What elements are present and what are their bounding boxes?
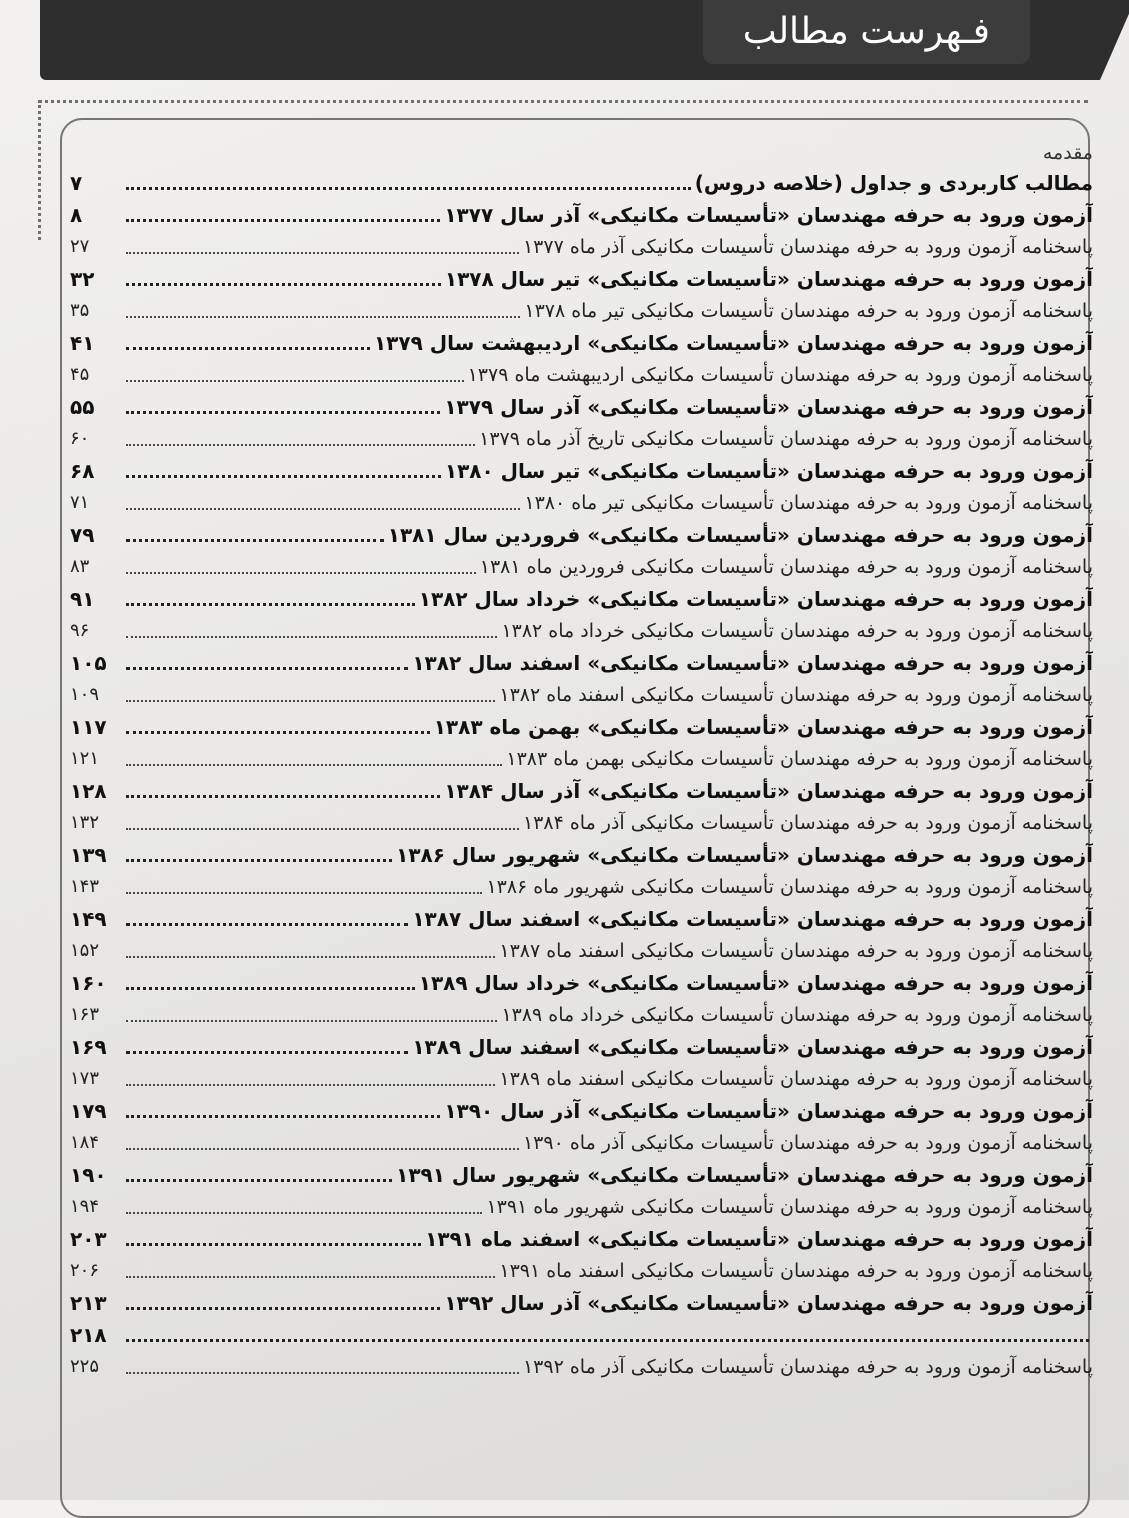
toc-entry-page: ۱۰۵ bbox=[70, 651, 107, 675]
toc-entry-title: آزمون ورود به حرفه مهندسان «تأسیسات مکانیکی» بهمن ماه ۱۳۸۳ bbox=[433, 715, 1093, 739]
dot-leader bbox=[126, 1051, 408, 1054]
toc-entry[interactable] bbox=[70, 454, 1093, 486]
toc-entry[interactable] bbox=[70, 1094, 1093, 1126]
dot-leader bbox=[126, 1084, 495, 1086]
table-of-contents bbox=[70, 140, 1093, 1382]
toc-entry[interactable] bbox=[70, 166, 1093, 198]
dot-leader bbox=[126, 380, 464, 382]
toc-entry-page: ۱۰۹ bbox=[70, 684, 100, 705]
toc-entry-page: ۱۵۲ bbox=[70, 940, 100, 961]
toc-entry-page: ۹۶ bbox=[70, 620, 90, 641]
toc-entry[interactable] bbox=[70, 1062, 1093, 1094]
toc-entry-page: ۱۷۹ bbox=[70, 1099, 107, 1123]
toc-entry-page: ۱۴۹ bbox=[70, 907, 107, 931]
toc-entry[interactable] bbox=[70, 774, 1093, 806]
toc-entry-title: پاسخنامه آزمون ورود به حرفه مهندسان تأسیسات مکانیکی تیر ماه ۱۳۸۰ bbox=[524, 492, 1093, 514]
toc-entry-page: ۷۹ bbox=[70, 523, 95, 547]
toc-entry-page: ۲۰۳ bbox=[70, 1227, 107, 1251]
toc-entry-title: پاسخنامه آزمون ورود به حرفه مهندسان تأسیسات مکانیکی اردیبهشت ماه ۱۳۷۹ bbox=[467, 364, 1093, 386]
toc-entry[interactable] bbox=[70, 550, 1093, 582]
toc-entry-title: پاسخنامه آزمون ورود به حرفه مهندسان تأسیسات مکانیکی خرداد ماه ۱۳۸۹ bbox=[501, 1004, 1093, 1026]
toc-entry[interactable] bbox=[70, 358, 1093, 390]
toc-entry-title: آزمون ورود به حرفه مهندسان «تأسیسات مکانیکی» آذر سال ۱۳۷۹ bbox=[444, 395, 1093, 419]
toc-entry[interactable] bbox=[70, 1286, 1093, 1318]
dot-leader bbox=[126, 347, 370, 350]
toc-entry-title: پاسخنامه آزمون ورود به حرفه مهندسان تأسیسات مکانیکی آذر ماه ۱۳۸۴ bbox=[522, 812, 1093, 834]
toc-entry[interactable] bbox=[70, 870, 1093, 902]
toc-entry[interactable] bbox=[70, 1030, 1093, 1062]
toc-entry[interactable] bbox=[70, 582, 1093, 614]
toc-entry-title: پاسخنامه آزمون ورود به حرفه مهندسان تأسیسات مکانیکی اسفند ماه ۱۳۸۲ bbox=[499, 684, 1093, 706]
dot-leader bbox=[126, 1115, 440, 1118]
dot-leader bbox=[126, 1339, 1089, 1342]
toc-entry-title: پاسخنامه آزمون ورود به حرفه مهندسان تأسیسات مکانیکی تاریخ آذر ماه ۱۳۷۹ bbox=[479, 428, 1093, 450]
toc-entry-page: ۲۱۸ bbox=[70, 1323, 107, 1347]
toc-entry-title: پاسخنامه آزمون ورود به حرفه مهندسان تأسیسات مکانیکی اسفند ماه ۱۳۸۹ bbox=[499, 1068, 1093, 1090]
toc-entry-title: آزمون ورود به حرفه مهندسان «تأسیسات مکانیکی» خرداد سال ۱۳۸۲ bbox=[418, 587, 1093, 611]
toc-entry-page: ۲۷ bbox=[70, 236, 90, 257]
toc-entry-page: ۱۲۱ bbox=[70, 748, 100, 769]
toc-intro[interactable] bbox=[70, 140, 1093, 166]
toc-entry-title: پاسخنامه آزمون ورود به حرفه مهندسان تأسیسات مکانیکی اسفند ماه ۱۳۸۷ bbox=[499, 940, 1093, 962]
toc-entry-page: ۶۰ bbox=[70, 428, 90, 449]
toc-entry[interactable] bbox=[70, 198, 1093, 230]
toc-entry-title: مطالب کاربردی و جداول (خلاصه دروس) bbox=[694, 171, 1093, 195]
toc-entry-title: آزمون ورود به حرفه مهندسان «تأسیسات مکانیکی» اسفند ماه ۱۳۹۱ bbox=[425, 1227, 1093, 1251]
toc-entry-title: پاسخنامه آزمون ورود به حرفه مهندسان تأسیسات مکانیکی شهریور ماه ۱۳۸۶ bbox=[486, 876, 1093, 898]
dot-leader bbox=[126, 987, 415, 990]
toc-entry-page: ۴۵ bbox=[70, 364, 90, 385]
toc-entry-page: ۱۴۳ bbox=[70, 876, 100, 897]
dot-leader bbox=[126, 636, 497, 638]
toc-entry[interactable] bbox=[70, 966, 1093, 998]
toc-entry-title: پاسخنامه آزمون ورود به حرفه مهندسان تأسیسات مکانیکی فروردین ماه ۱۳۸۱ bbox=[479, 556, 1093, 578]
toc-entry[interactable] bbox=[70, 1190, 1093, 1222]
dot-leader bbox=[126, 764, 502, 766]
toc-entry-title: پاسخنامه آزمون ورود به حرفه مهندسان تأسیسات مکانیکی آذر ماه ۱۳۹۰ bbox=[522, 1132, 1093, 1154]
toc-entry[interactable] bbox=[70, 326, 1093, 358]
toc-entry-page: ۱۶۳ bbox=[70, 1004, 100, 1025]
toc-entry[interactable] bbox=[70, 294, 1093, 326]
dot-leader bbox=[126, 316, 520, 318]
toc-entry-page: ۱۲۸ bbox=[70, 779, 107, 803]
toc-entry-page: ۱۱۷ bbox=[70, 715, 107, 739]
toc-entry[interactable] bbox=[70, 518, 1093, 550]
dot-leader bbox=[126, 252, 519, 254]
dot-leader bbox=[126, 1276, 495, 1278]
toc-entry[interactable] bbox=[70, 1126, 1093, 1158]
toc-entry[interactable] bbox=[70, 742, 1093, 774]
toc-entry-page: ۱۹۰ bbox=[70, 1163, 107, 1187]
dot-leader bbox=[126, 219, 440, 222]
toc-entry-title: پاسخنامه آزمون ورود به حرفه مهندسان تأسیسات مکانیکی تیر ماه ۱۳۷۸ bbox=[524, 300, 1093, 322]
toc-entry-page: ۱۶۹ bbox=[70, 1035, 107, 1059]
toc-entry-title: آزمون ورود به حرفه مهندسان «تأسیسات مکانیکی» شهریور سال ۱۳۹۱ bbox=[396, 1163, 1093, 1187]
toc-entry-page: ۳۲ bbox=[70, 267, 95, 291]
toc-entry[interactable] bbox=[70, 806, 1093, 838]
toc-entry-title: آزمون ورود به حرفه مهندسان «تأسیسات مکانیکی» اسفند سال ۱۳۸۷ bbox=[412, 907, 1093, 931]
toc-entry-page: ۲۲۵ bbox=[70, 1356, 100, 1377]
toc-entry-title: آزمون ورود به حرفه مهندسان «تأسیسات مکانیکی» اردیبهشت سال ۱۳۷۹ bbox=[373, 331, 1093, 355]
dot-leader bbox=[126, 1243, 421, 1246]
toc-entry-page: ۷ bbox=[70, 171, 83, 195]
toc-entry-title: پاسخنامه آزمون ورود به حرفه مهندسان تأسیسات مکانیکی خرداد ماه ۱۳۸۲ bbox=[501, 620, 1093, 642]
toc-entry-title: آزمون ورود به حرفه مهندسان «تأسیسات مکانیکی» تیر سال ۱۳۸۰ bbox=[444, 459, 1093, 483]
toc-entry-title: آزمون ورود به حرفه مهندسان «تأسیسات مکانیکی» آذر سال ۱۳۸۴ bbox=[444, 779, 1093, 803]
dot-leader bbox=[126, 923, 408, 926]
decorative-dotted-side bbox=[38, 100, 41, 240]
toc-entry-page: ۹۱ bbox=[70, 587, 95, 611]
toc-entry[interactable] bbox=[70, 838, 1093, 870]
toc-entry-page: ۴۱ bbox=[70, 331, 95, 355]
toc-entry-title: پاسخنامه آزمون ورود به حرفه مهندسان تأسیسات مکانیکی شهریور ماه ۱۳۹۱ bbox=[486, 1196, 1093, 1218]
dot-leader bbox=[126, 572, 476, 574]
toc-entry-page: ۸ bbox=[70, 203, 83, 227]
dot-leader bbox=[126, 1307, 440, 1310]
toc-entry[interactable] bbox=[70, 1222, 1093, 1254]
toc-entry-page: ۶۸ bbox=[70, 459, 95, 483]
dot-leader bbox=[126, 1212, 482, 1214]
dot-leader bbox=[126, 1179, 392, 1182]
toc-entry[interactable] bbox=[70, 422, 1093, 454]
toc-entry-title: آزمون ورود به حرفه مهندسان «تأسیسات مکانیکی» اسفند سال ۱۳۸۹ bbox=[412, 1035, 1093, 1059]
dot-leader bbox=[126, 283, 441, 286]
dot-leader bbox=[126, 667, 408, 670]
toc-entry-title: آزمون ورود به حرفه مهندسان «تأسیسات مکانیکی» آذر سال ۱۳۹۲ bbox=[444, 1291, 1093, 1315]
dot-leader bbox=[126, 1372, 519, 1374]
toc-entry-title: آزمون ورود به حرفه مهندسان «تأسیسات مکانیکی» فروردین سال ۱۳۸۱ bbox=[387, 523, 1093, 547]
toc-entry-page: ۷۱ bbox=[70, 492, 90, 513]
dot-leader bbox=[126, 700, 495, 702]
toc-entry[interactable] bbox=[70, 1158, 1093, 1190]
dot-leader bbox=[126, 187, 691, 190]
toc-entry-title: پاسخنامه آزمون ورود به حرفه مهندسان تأسیسات مکانیکی بهمن ماه ۱۳۸۳ bbox=[506, 748, 1093, 770]
dot-leader bbox=[126, 828, 519, 830]
toc-entry-title: پاسخنامه آزمون ورود به حرفه مهندسان تأسیسات مکانیکی آذر ماه ۱۳۷۷ bbox=[522, 236, 1093, 258]
toc-entry-title: آزمون ورود به حرفه مهندسان «تأسیسات مکانیکی» تیر سال ۱۳۷۸ bbox=[444, 267, 1093, 291]
toc-entry[interactable] bbox=[70, 710, 1093, 742]
toc-entry[interactable] bbox=[70, 998, 1093, 1030]
dot-leader bbox=[126, 795, 440, 798]
toc-entry-page: ۳۵ bbox=[70, 300, 90, 321]
page-title: فـهرست مطالب bbox=[703, 0, 1030, 64]
toc-entry-page: ۱۶۰ bbox=[70, 971, 107, 995]
dot-leader bbox=[126, 731, 430, 734]
toc-entry-page: ۲۰۶ bbox=[70, 1260, 100, 1281]
toc-intro-title: مقدمه bbox=[1042, 142, 1093, 164]
dot-leader bbox=[126, 892, 482, 894]
toc-entry[interactable] bbox=[70, 1318, 1093, 1350]
dot-leader bbox=[126, 603, 415, 606]
toc-entry[interactable] bbox=[70, 1350, 1093, 1382]
toc-entry-page: ۸۳ bbox=[70, 556, 90, 577]
toc-entry[interactable] bbox=[70, 230, 1093, 262]
toc-entry[interactable] bbox=[70, 614, 1093, 646]
toc-entry-page: ۱۷۳ bbox=[70, 1068, 100, 1089]
toc-entry-title: پاسخنامه آزمون ورود به حرفه مهندسان تأسیسات مکانیکی آذر ماه ۱۳۹۲ bbox=[522, 1356, 1093, 1378]
toc-entry-page: ۵۵ bbox=[70, 395, 95, 419]
decorative-dotted-line bbox=[38, 100, 1088, 103]
dot-leader bbox=[126, 475, 441, 478]
dot-leader bbox=[126, 956, 495, 958]
toc-entry[interactable] bbox=[70, 486, 1093, 518]
toc-entry[interactable] bbox=[70, 902, 1093, 934]
dot-leader bbox=[126, 1148, 519, 1150]
toc-entry-page: ۱۳۲ bbox=[70, 812, 100, 833]
toc-entry[interactable] bbox=[70, 390, 1093, 422]
dot-leader bbox=[126, 859, 392, 862]
toc-entry[interactable] bbox=[70, 1254, 1093, 1286]
toc-entry[interactable] bbox=[70, 934, 1093, 966]
toc-entry[interactable] bbox=[70, 646, 1093, 678]
toc-entry-page: ۲۱۳ bbox=[70, 1291, 107, 1315]
toc-entry-title: آزمون ورود به حرفه مهندسان «تأسیسات مکانیکی» شهریور سال ۱۳۸۶ bbox=[396, 843, 1093, 867]
toc-entry-title: آزمون ورود به حرفه مهندسان «تأسیسات مکانیکی» خرداد سال ۱۳۸۹ bbox=[418, 971, 1093, 995]
toc-entry-title: آزمون ورود به حرفه مهندسان «تأسیسات مکانیکی» آذر سال ۱۳۷۷ bbox=[444, 203, 1093, 227]
toc-entry-page: ۱۹۴ bbox=[70, 1196, 100, 1217]
dot-leader bbox=[126, 1020, 497, 1022]
toc-entry-page: ۱۸۴ bbox=[70, 1132, 100, 1153]
toc-entry-title: آزمون ورود به حرفه مهندسان «تأسیسات مکانیکی» اسفند سال ۱۳۸۲ bbox=[412, 651, 1093, 675]
toc-entry-title: آزمون ورود به حرفه مهندسان «تأسیسات مکانیکی» آذر سال ۱۳۹۰ bbox=[444, 1099, 1093, 1123]
toc-entry-title: پاسخنامه آزمون ورود به حرفه مهندسان تأسیسات مکانیکی اسفند ماه ۱۳۹۱ bbox=[499, 1260, 1093, 1282]
dot-leader bbox=[126, 444, 475, 446]
toc-entry[interactable] bbox=[70, 678, 1093, 710]
toc-entry-page: ۱۳۹ bbox=[70, 843, 107, 867]
dot-leader bbox=[126, 508, 520, 510]
title-bar bbox=[40, 0, 1100, 80]
dot-leader bbox=[126, 411, 440, 414]
dot-leader bbox=[126, 539, 384, 542]
toc-entry[interactable] bbox=[70, 262, 1093, 294]
